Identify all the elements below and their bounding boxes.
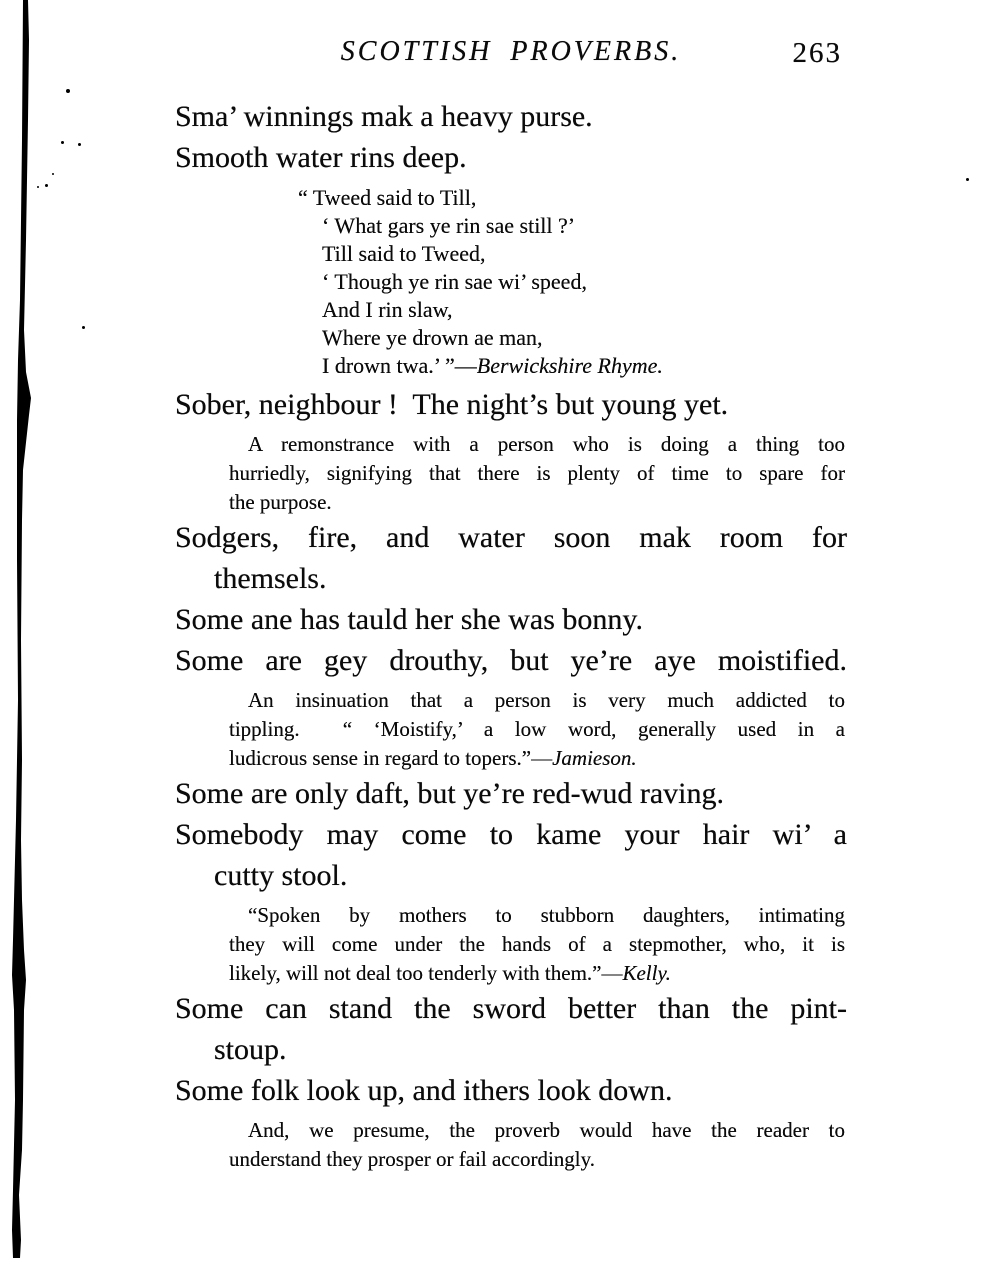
proverb-line: stoup. bbox=[214, 1033, 287, 1066]
proverb-line: themsels. bbox=[214, 562, 327, 595]
note-line bbox=[229, 744, 845, 773]
verse-block bbox=[298, 184, 847, 380]
note-line: And, we presume, the proverb would have the reader to bbox=[248, 1118, 845, 1142]
note-block bbox=[229, 686, 845, 773]
scan-speckle bbox=[78, 143, 81, 146]
note-attribution: Jamieson. bbox=[552, 746, 637, 770]
verse-attribution: Berwickshire Rhyme. bbox=[476, 353, 663, 378]
proverb-line: Sma’ winnings mak a heavy purse. bbox=[175, 100, 593, 133]
scan-speckle bbox=[45, 184, 48, 187]
text-column bbox=[175, 0, 847, 1174]
note-line: understand they prosper or fail accordingly. bbox=[229, 1147, 596, 1171]
note-line: hurriedly, signifying that there is plenty of time to spare for bbox=[229, 461, 845, 485]
verse-line: ‘ Though ye rin sae wi’ speed, bbox=[322, 269, 587, 294]
proverb-line: Some are only daft, but ye’re red-wud raving. bbox=[175, 777, 724, 810]
scan-speckle bbox=[37, 186, 39, 188]
verse-line bbox=[322, 352, 847, 380]
page-number: 263 bbox=[792, 37, 842, 69]
scan-speckle bbox=[82, 326, 85, 329]
scan-speckle bbox=[52, 173, 54, 175]
proverb-line: cutty stool. bbox=[214, 859, 348, 892]
note-line bbox=[229, 959, 845, 988]
proverb-line: Some can stand the sword better than the pint- bbox=[175, 992, 847, 1025]
verse-line: ‘ What gars ye rin sae still ?’ bbox=[322, 213, 576, 238]
note-line: A remonstrance with a person who is doing a thing too bbox=[248, 432, 845, 456]
proverb-line: Some ane has tauld her she was bonny. bbox=[175, 603, 643, 636]
proverb-line: Somebody may come to kame your hair wi’ a bbox=[175, 818, 847, 851]
proverb-line: Some are gey drouthy, but ye’re aye moistified. bbox=[175, 644, 847, 677]
proverb-line: Sober, neighbour ! The night’s but young yet. bbox=[175, 388, 729, 421]
book-binding-shadow bbox=[0, 0, 45, 1267]
proverb-line: Some folk look up, and ithers look down. bbox=[175, 1074, 673, 1107]
note-line: they will come under the hands of a stepmother, who, it is bbox=[229, 932, 845, 956]
page-header bbox=[175, 36, 847, 76]
note-block bbox=[229, 901, 845, 988]
note-line-text: ludicrous sense in regard to topers.”— bbox=[229, 746, 553, 770]
verse-line: Where ye drown ae man, bbox=[322, 325, 543, 350]
scan-speckle bbox=[966, 178, 969, 181]
note-attribution: Kelly. bbox=[622, 961, 671, 985]
note-block bbox=[229, 1116, 845, 1174]
scan-speckle bbox=[61, 141, 64, 144]
note-line: An insinuation that a person is very much addicted to bbox=[248, 688, 845, 712]
running-title: SCOTTISH PROVERBS. bbox=[340, 36, 682, 67]
verse-line: “ Tweed said to Till, bbox=[298, 185, 477, 210]
note-block bbox=[229, 430, 845, 517]
proverb-line: Smooth water rins deep. bbox=[175, 141, 467, 174]
note-line-text: likely, will not deal too tenderly with them.”— bbox=[229, 961, 623, 985]
scan-speckle bbox=[66, 89, 70, 93]
verse-line: Till said to Tweed, bbox=[322, 241, 486, 266]
note-line: “Spoken by mothers to stubborn daughters, intimating bbox=[248, 903, 845, 927]
verse-line-text: I drown twa.’ ”— bbox=[322, 353, 477, 378]
verse-line: And I rin slaw, bbox=[322, 297, 453, 322]
note-line: the purpose. bbox=[229, 490, 332, 514]
note-line: tippling. “ ‘Moistify,’ a low word, generally used in a bbox=[229, 717, 845, 741]
proverb-line: Sodgers, fire, and water soon mak room for bbox=[175, 521, 847, 554]
